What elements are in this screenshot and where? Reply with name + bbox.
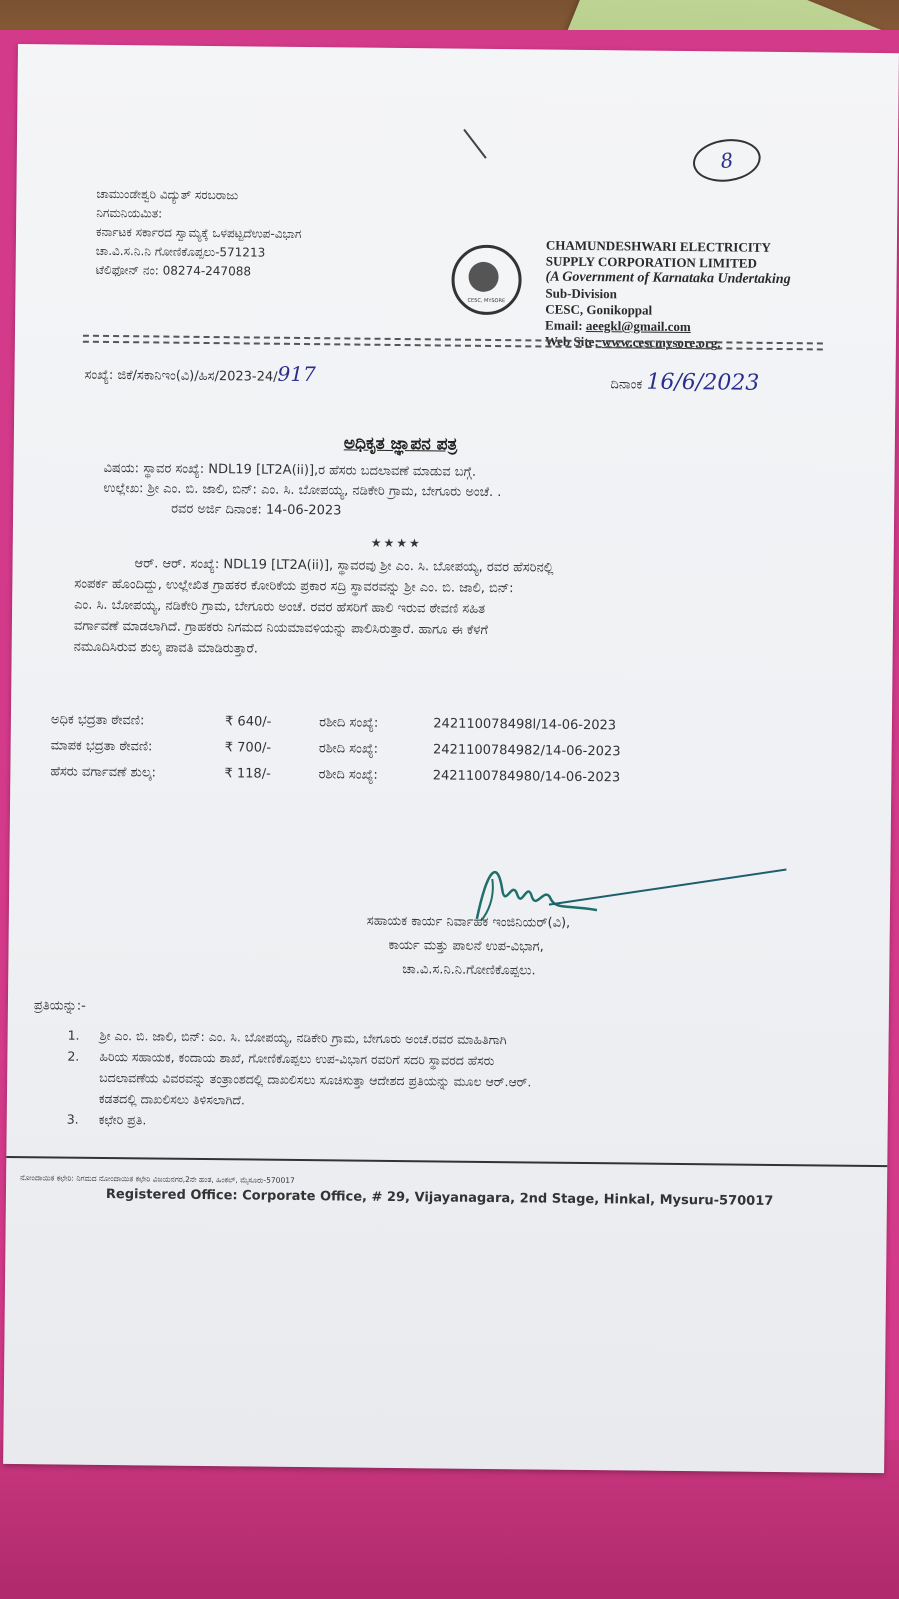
email-label: Email:	[545, 317, 586, 333]
body-line-2: ಸಂಪರ್ಕ ಹೊಂದಿದ್ದು, ಉಲ್ಲೇಖಿತ ಗ್ರಾಹಕರ ಕೋರಿಕೆಯ ಪ್ರಕಾರ ಸದ್ರಿ ಸ್ಥಾವರವನ್ನು ಶ್ರೀ ಎಂ. ಬಿ. ಜಾಲಿ, ಬಿನ್:	[74, 576, 514, 597]
fee-amount: ₹ 118/-	[224, 766, 271, 782]
document-page	[3, 44, 899, 1473]
fee-receipt-label: ರಶೀದಿ ಸಂಖ್ಯೆ:	[319, 715, 379, 731]
subject-block	[103, 459, 864, 527]
email-link[interactable]: aeegkl@gmail.com	[585, 317, 691, 335]
fee-label: ಹೆಸರು ವರ್ಗಾವಣೆ ಶುಲ್ಕ:	[50, 764, 156, 781]
en-header-line2: SUPPLY CORPORATION LIMITED	[545, 253, 757, 271]
separator-stars: ★★★★	[370, 535, 422, 551]
signatory-block	[366, 910, 570, 984]
signatory-line-2: ಕಾರ್ಯ ಮತ್ತು ಪಾಲನೆ ಉಪ-ವಿಭಾಗ,	[388, 937, 544, 955]
kannada-header	[96, 185, 427, 283]
fee-receipt-number: 242110078498l/14-06-2023	[433, 716, 617, 734]
reference-number	[84, 363, 315, 387]
logo-caption: CESC, MYSORE	[467, 297, 506, 305]
signatory-line-1: ಸಹಾಯಕ ಕಾರ್ಯ ನಿರ್ವಾಹಕ ಇಂಜಿನಿಯರ್(ವಿ),	[366, 913, 571, 931]
fee-row	[51, 712, 616, 733]
en-header-line5: CESC, Gonikoppal	[545, 301, 653, 318]
body-line-1: ಆರ್. ಆರ್. ಸಂಖ್ಯೆ: NDL19 [LT2A(ii)], ಸ್ಥಾವರವು ಶ್ರೀ ಎಂ. ಸಿ. ಬೋಪಯ್ಯ, ರವರ ಹೆಸರಿನಲ್ಲಿ	[134, 556, 554, 576]
cesc-logo	[451, 245, 522, 316]
body-line-5: ನಮೂದಿಸಿರುವ ಶುಲ್ಕ ಪಾವತಿ ಮಾಡಿರುತ್ತಾರೆ.	[73, 639, 259, 657]
fee-label: ಮಾಪಕ ಭದ್ರತಾ ಠೇವಣಿ:	[50, 738, 153, 755]
copy-item: ಬದಲಾವಣೆಯ ವಿವರವನ್ನು ತಂತ್ರಾಂಶದಲ್ಲಿ ದಾಖಲಿಸಲು ಸೂಚಿಸುತ್ತಾ ಆದೇಶದ ಪ್ರತಿಯನ್ನು ಮೂಲ ಆರ್.ಆರ್.	[99, 1069, 532, 1090]
pen-mark	[463, 129, 486, 159]
fee-receipt-label: ರಶೀದಿ ಸಂಖ್ಯೆ:	[318, 741, 379, 757]
fee-amount: ₹ 640/-	[224, 714, 272, 730]
copy-list	[67, 1025, 848, 1138]
subject-label: ವಿಷಯ:	[103, 460, 140, 477]
kn-header-line4: ಚಾ.ವಿ.ಸ.ನಿ.ನಿ ಗೋಣಿಕೊಪ್ಪಲು-571213	[95, 243, 266, 260]
en-header-line3: (A Government of Karnataka Undertaking	[545, 269, 791, 288]
copy-item: 1. ಶ್ರೀ ಎಂ. ಬಿ. ಜಾಲಿ, ಬಿನ್: ಎಂ. ಸಿ. ಬೋಪಯ್ಯ, ನಡಿಕೇರಿ ಗ್ರಾಮ, ಬೇಗೂರು ಅಂಚೆ.ರವರ ಮಾಹಿತಿಗಾಗಿ	[67, 1027, 507, 1048]
footer-kannada: ನೋಂದಾಯಿತ ಕಛೇರಿ: ನಿಗಮದ ನೋಂದಾಯಿತ ಕಛೇರಿ ವಿಜಯನಗರ,2ನೇ ಹಂತ, ಹಿಂಕಲ್, ಮೈಸೂರು-570017	[20, 1173, 295, 1185]
fee-amount: ₹ 700/-	[224, 740, 272, 756]
document-title: ಅಧಿಕೃತ ಜ್ಞಾಪನ ಪತ್ರ	[343, 433, 458, 455]
footer-divider	[6, 1156, 887, 1167]
fee-receipt-label: ರಶೀದಿ ಸಂಖ್ಯೆ:	[318, 767, 378, 783]
fee-receipt-number: 2421100784980/14-06-2023	[432, 768, 621, 786]
fee-label: ಅಧಿಕ ಭದ್ರತಾ ಠೇವಣಿ:	[50, 712, 145, 729]
kn-header-line2: ನಿಗಮನಿಯಮಿತ:	[96, 205, 163, 221]
body-paragraph	[74, 553, 845, 666]
signatory-line-3: ಚಾ.ವಿ.ಸ.ನಿ.ನಿ.ಗೋಣಿಕೊಪ್ಪಲು.	[402, 962, 536, 979]
web-label: Web Site:	[544, 333, 603, 350]
copy-item: 3. ಕಛೇರಿ ಪ್ರತಿ.	[66, 1111, 147, 1128]
page-number-circle	[690, 135, 763, 185]
logo-emblem-icon	[468, 262, 498, 292]
ref-no-label: ಸಂಖ್ಯೆ: ಜಿಕೆ/ಸಕಾನಿಇಂ(ವಿ)/ಹಿಸ/2023-24/	[84, 367, 278, 385]
copy-to-label: ಪ್ರತಿಯನ್ನು:-	[33, 998, 86, 1014]
reference-text-1: ಶ್ರೀ ಎಂ. ಬಿ. ಜಾಲಿ, ಬಿನ್: ಎಂ. ಸಿ. ಬೋಪಯ್ಯ, ನಡಿಕೇರಿ ಗ್ರಾಮ, ಬೇಗೂರು ಅಂಚೆ. .	[147, 481, 502, 501]
subject-text: ಸ್ಥಾವರ ಸಂಖ್ಯೆ: NDL19 [LT2A(ii)],ರ ಹೆಸರು ಬದಲಾವಣೆ ಮಾಡುವ ಬಗ್ಗೆ.	[143, 461, 477, 480]
english-header	[545, 238, 891, 354]
website-link[interactable]: www.cescmysore.org.	[601, 334, 721, 351]
date-block	[610, 369, 760, 396]
kn-header-line3: ಕರ್ನಾಟಕ ಸರ್ಕಾರದ ಸ್ವಾಮ್ಯಕ್ಕೆ ಒಳಪಟ್ಟದೆಉಪ-ವಿಭಾಗ	[95, 224, 302, 241]
copy-item: 2. ಹಿರಿಯ ಸಹಾಯಕ, ಕಂದಾಯ ಶಾಖೆ, ಗೋಣಿಕೊಪ್ಪಲು ಉಪ-ವಿಭಾಗ ರವರಿಗೆ ಸದರಿ ಸ್ಥಾವರದ ಹೆಸರು	[67, 1048, 495, 1069]
en-header-line4: Sub-Division	[545, 285, 618, 302]
fee-row	[50, 764, 620, 785]
date-label: ದಿನಾಂಕ	[610, 377, 643, 393]
ref-no-handwritten: 917	[277, 361, 316, 387]
page-number: 8	[718, 147, 735, 174]
en-header-line1: CHAMUNDESHWARI ELECTRICITY	[545, 237, 772, 255]
body-line-4: ವರ್ಗಾವಣೆ ಮಾಡಲಾಗಿದೆ. ಗ್ರಾಹಕರು ನಿಗಮದ ನಿಯಮಾವಳಿಯನ್ನು ಪಾಲಿಸಿರುತ್ತಾರೆ. ಹಾಗೂ ಈ ಕೆಳಗೆ	[73, 618, 489, 638]
footer-english: Registered Office: Corporate Office, # 29, Vijayanagara, 2nd Stage, Hinkal, Mysuru-570017	[105, 1186, 774, 1209]
reference-text-2: ರವರ ಅರ್ಜಿ ದಿನಾಂಕ: 14-06-2023	[171, 501, 342, 519]
fee-row	[51, 738, 621, 759]
date-handwritten: 16/6/2023	[646, 369, 760, 396]
copy-item: ಕಡತದಲ್ಲಿ ದಾಖಲಿಸಲು ತಿಳಿಸಲಾಗಿದೆ.	[98, 1090, 245, 1108]
reference-label: ಉಲ್ಲೇಖ:	[103, 480, 144, 497]
body-line-3: ಎಂ. ಸಿ. ಬೋಪಯ್ಯ, ನಡಿಕೇರಿ ಗ್ರಾಮ, ಬೇಗೂರು ಅಂಚೆ. ರವರ ಹೆಸರಿಗೆ ಹಾಲಿ ಇರುವ ಠೇವಣಿ ಸಹಿತ	[74, 597, 486, 617]
fee-receipt-number: 2421100784982/14-06-2023	[432, 742, 621, 760]
kn-header-line5: ಟೆಲಿಫೋನ್ ನಂ: 08274-247088	[95, 262, 252, 279]
kn-header-line1: ಚಾಮುಂಡೇಶ್ವರಿ ವಿದ್ಯುತ್ ಸರಬರಾಜು	[96, 186, 239, 203]
